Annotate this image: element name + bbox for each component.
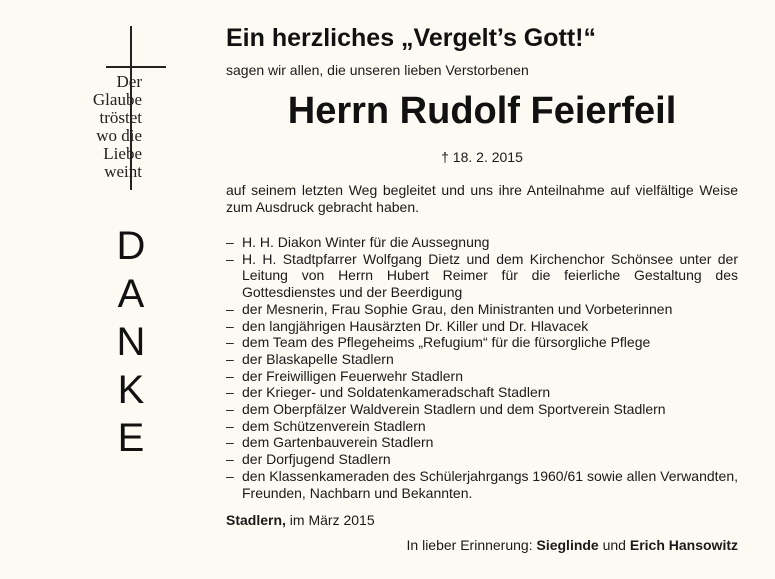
danke-letter: A [117, 272, 145, 316]
danke-letter: K [117, 368, 145, 412]
list-item: – der Freiwilligen Feuerwehr Stadlern [226, 367, 463, 384]
poem-line: Glaube [92, 90, 142, 109]
cross-icon-horizontal [106, 66, 166, 68]
list-item: – dem Gartenbauverein Stadlern [226, 434, 434, 451]
list-item: – dem Oberpfälzer Waldverein Stadlern und dem Sportverein Stadlern [226, 401, 666, 418]
danke-vertical [100, 222, 162, 462]
list-item: – dem Team des Pflegeheims „Refugium“ für die fürsorgliche Pflege [226, 334, 651, 351]
list-item: – der Krieger- und Soldatenkameradschaft Stadlern [226, 384, 551, 401]
memory-and: und [602, 537, 626, 553]
danke-letter: N [116, 320, 146, 364]
list-item: – der Blaskapelle Stadlern [226, 350, 394, 367]
thanks-list [226, 234, 738, 501]
memory-prefix: In lieber Erinnerung: [406, 537, 533, 553]
poem [58, 73, 142, 181]
intro-paragraph: auf seinem letzten Weg begleitet und uns ihre Anteilnahme auf vielfältige Weise zum Ausdruck gebracht haben. [226, 182, 738, 215]
list-item: – den Klassenkameraden des Schülerjahrgangs 1960/61 sowie allen Verwandten, Freunden, Nachbarn und Bekannten. [226, 467, 738, 501]
list-item: – H. H. Diakon Winter für die Aussegnung [226, 234, 490, 250]
place-date [226, 512, 375, 528]
deceased-name: Herrn Rudolf Feierfeil [287, 90, 677, 132]
memory-name-1: Sieglinde [536, 537, 599, 553]
list-item: – H. H. Stadtpfarrer Wolfgang Dietz und dem Kirchenchor Schönsee unter der Leitung von Herrn Hubert Reimer für die feierliche Gestaltung des Gottesdienstes und der Beerdigung [226, 250, 738, 301]
list-item: – der Mesnerin, Frau Sophie Grau, den Ministranten und Vorbeterinnen [226, 300, 673, 317]
memory-name-2: Erich Hansowitz [629, 537, 738, 553]
poem-line: wo die [96, 126, 142, 145]
place-date-text: im März 2015 [289, 512, 375, 528]
list-item: – der Dorfjugend Stadlern [226, 451, 391, 468]
subheading: sagen wir allen, die unseren lieben Verstorbenen [226, 62, 529, 78]
list-item: – dem Schützenverein Stadlern [226, 417, 426, 434]
poem-line: tröstet [99, 108, 142, 127]
poem-line: Der [116, 72, 142, 91]
death-date: † 18. 2. 2015 [441, 149, 523, 165]
danke-letter: E [117, 416, 145, 460]
poem-line: Liebe [103, 144, 142, 163]
poem-line: weint [104, 162, 142, 181]
memory-signature [407, 537, 738, 553]
list-item: – den langjährigen Hausärzten Dr. Killer und Dr. Hlavacek [226, 317, 589, 334]
heading: Ein herzliches „Vergelt’s Gott!“ [226, 24, 596, 52]
danke-letter: D [116, 224, 146, 268]
place-town: Stadlern, [226, 512, 286, 528]
